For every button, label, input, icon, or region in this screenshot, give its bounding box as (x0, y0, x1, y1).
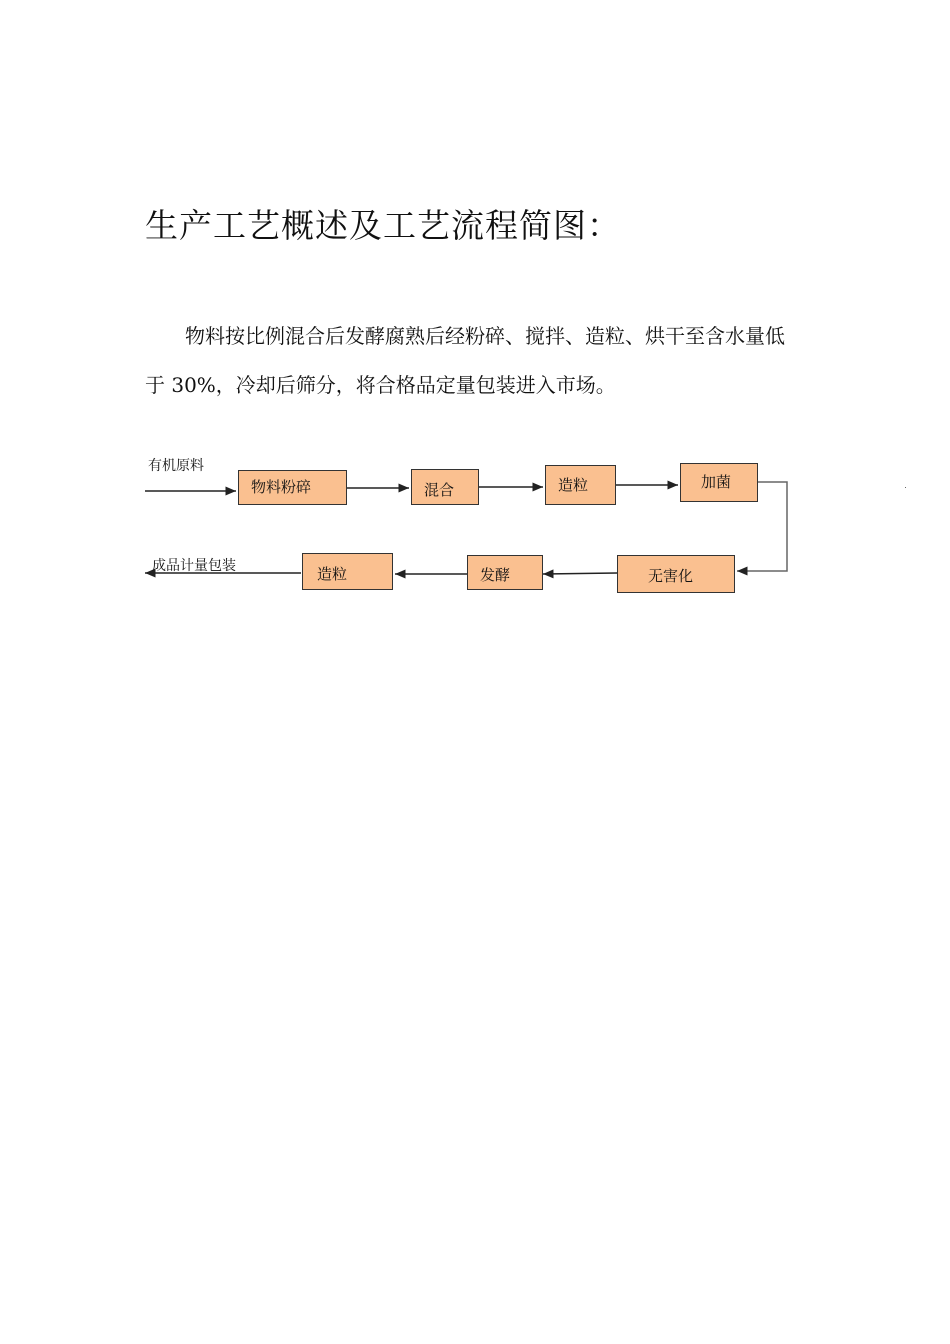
stray-dot (905, 487, 906, 488)
step-granulate-2: 造粒 (302, 553, 393, 590)
page-title: 生产工艺概述及工艺流程简图： (145, 206, 621, 245)
flow-input-label: 有机原料 (148, 458, 204, 474)
step-granulate: 造粒 (545, 465, 616, 505)
step-inoculate: 加菌 (680, 463, 758, 502)
step-mix: 混合 (411, 469, 479, 505)
step-crush: 物料粉碎 (238, 470, 347, 505)
flow-output-label: 成品计量包装 (152, 558, 236, 574)
step-harmless-treatment: 无害化 (617, 555, 735, 593)
step-ferment: 发酵 (467, 555, 543, 590)
arrow-harmless-to-ferment (543, 573, 617, 574)
process-description: 物料按比例混合后发酵腐熟后经粉碎、搅拌、造粒、烘干至含水量低于 30%，冷却后筛分，将合格品定量包装进入市场。 (145, 324, 785, 397)
